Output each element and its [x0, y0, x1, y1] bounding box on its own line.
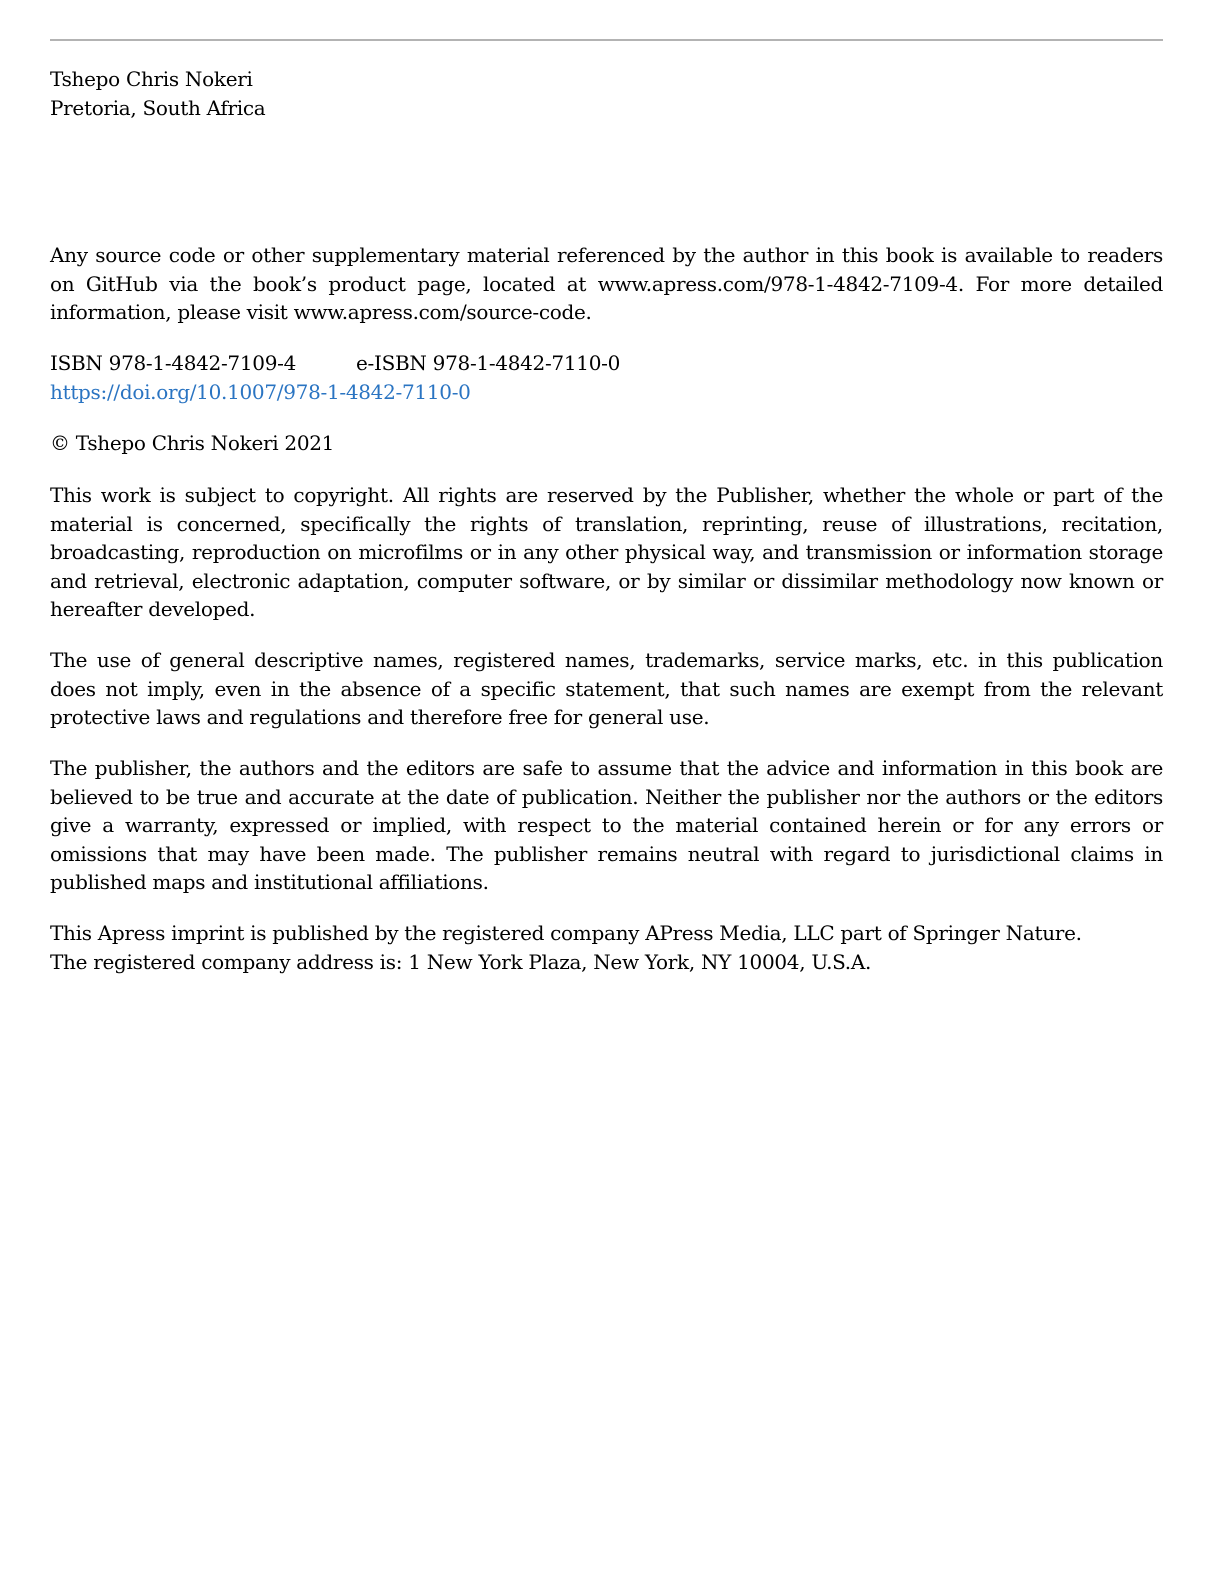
author-name: Tshepo Chris Nokeri [50, 67, 253, 91]
imprint-block [50, 919, 1163, 976]
imprint-line-2: The registered company address is: 1 New York Plaza, New York, NY 10004, U.S.A. [50, 949, 872, 974]
isbn-block [50, 349, 1163, 406]
author-location: Pretoria, South Africa [50, 95, 266, 120]
source-code-notice: Any source code or other supplementary material referenced by the author in this book is available to readers on GitHub via the book’s product page, located at www.apress.com/978-1-4842-7109-4. For more detailed information, please visit www.apress.com/source-code. [50, 243, 1163, 324]
imprint-line-1: This Apress imprint is published by the registered company APress Media, LLC part of Springer Nature. [50, 921, 1082, 945]
advice-paragraph: The publisher, the authors and the editors are safe to assume that the advice and information in this book are believed to be true and accurate at the date of publication. Neither the publisher nor the authors or the editors give a warranty, expressed or implied, with respect to the material contained herein or for any errors or omissions that may have been made. The publisher remains neutral with regard to jurisdictional claims in published maps and institutional affiliations. [50, 756, 1163, 894]
top-rule [50, 39, 1163, 41]
author-block [50, 65, 1163, 122]
print-isbn: ISBN 978-1-4842-7109-4 [50, 351, 297, 375]
doi-link[interactable]: https://doi.org/10.1007/978-1-4842-7110-0 [50, 379, 471, 404]
electronic-isbn: e-ISBN 978-1-4842-7110-0 [356, 351, 621, 375]
names-paragraph: The use of general descriptive names, registered names, trademarks, service marks, etc. in this publication does not imply, even in the absence of a specific statement, that such names are exempt from the relevant protective laws and regulations and therefore free for general use. [50, 648, 1163, 729]
rights-paragraph: This work is subject to copyright. All rights are reserved by the Publisher, whether the whole or part of the material is concerned, specifically the rights of translation, reprinting, reuse of illustrations, recitation, broadcasting, reproduction on microfilms or in any other physical way, and transmission or information storage and retrieval, electronic adaptation, computer software, or by similar or dissimilar methodology now known or hereafter developed. [50, 483, 1163, 621]
copyright-line: © Tshepo Chris Nokeri 2021 [50, 431, 335, 455]
